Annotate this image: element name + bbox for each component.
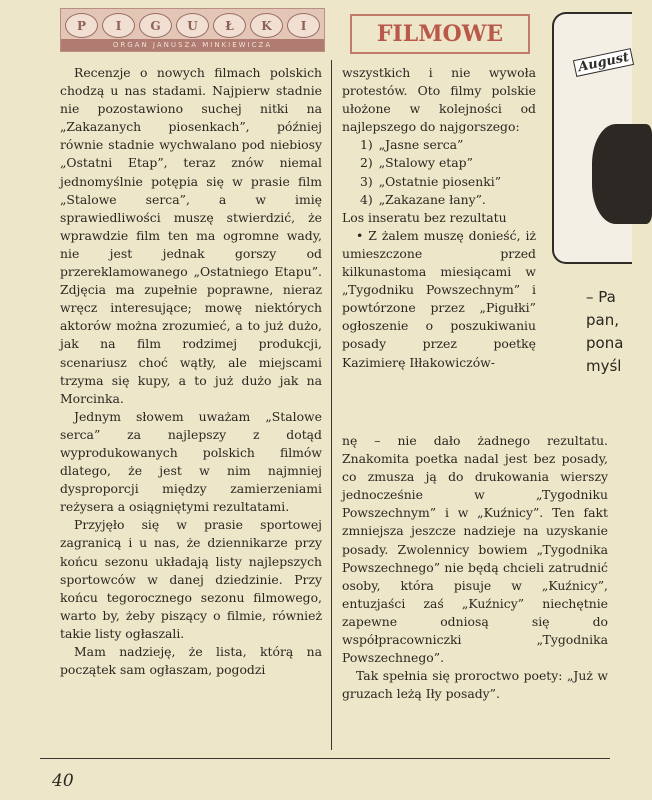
article-column-2 xyxy=(342,64,536,372)
list-item xyxy=(360,136,536,154)
paragraph: Tak spełnia się proroctwo poety: „Już w gruzach leżą Iły posady”. xyxy=(342,668,608,702)
film-title: „Zakazane łany”. xyxy=(378,191,486,207)
subheading: Los inseratu bez rezultatu xyxy=(342,209,507,225)
pigulki-masthead xyxy=(60,8,325,52)
list-item xyxy=(360,191,536,209)
list-number: 4) xyxy=(360,191,373,207)
masthead-letter: I xyxy=(102,13,135,38)
list-item xyxy=(360,154,536,172)
paragraph: Przyjęło się w prasie sportowej zagranicą i u nas, że dziennikarze przy końcu sezonu układają listy najlepszych sportowców w danej dziedzinie. Przy końcu tegorocznego sezonu filmowego, warto by, żeby piszący o filmie, również takie listy ogłaszali. xyxy=(60,517,322,641)
cartoon-illustration xyxy=(552,12,632,264)
section-title: FILMOWE xyxy=(350,14,530,54)
paragraph: Jednym słowem uważam „Stalowe serca” za najlepszy z dotąd wyprodukowanych polskich filmów dlatego, że jest w nim najmniej dysproporcji między zamierzeniami reżysera a osiągniętymi rezultatami. xyxy=(60,408,322,515)
list-number: 1) xyxy=(360,137,373,153)
film-title: „Stalowy etap” xyxy=(378,155,473,171)
masthead-letter: K xyxy=(250,13,283,38)
paragraph: nę – nie dało żadnego rezultatu. Znakomita poetka nadal jest bez posady, co zmusza ją do drukowania wierszy jednocześnie w „Tygodniku Powszechnym” i w „Kuźnicy”. Ten fakt zmniejsza jeszcze nadzieje na uzyskanie posady. Zwolennicy bowiem „Tygodnika Powszechnego” nie będą chcieli zatrudnić osoby, która pisuje w „Kuźnicy”, entuzjaści zaś „Kuźnicy” niechętnie zapewne odniosą się do współpracowniczki „Tygodnika Powszechnego”. xyxy=(342,433,608,666)
article-column-3 xyxy=(342,432,608,703)
masthead-letter: Ł xyxy=(213,13,246,38)
paragraph: wszystkich i nie wywoła protestów. Oto filmy polskie ułożone w kolejności od najlepszego do najgorszego: xyxy=(342,65,536,135)
masthead-letter: P xyxy=(65,13,98,38)
caption-line: myśl xyxy=(586,357,622,375)
caption-line: – Pa xyxy=(586,288,616,306)
masthead-letter: I xyxy=(287,13,320,38)
film-ranking-list xyxy=(342,136,536,208)
paragraph: • Z żalem muszę donieść, iż umieszczone przed kilkunastoma miesiącami w „Tygodniku Powszechnym” i powtórzone przez „Pigułki” ogłoszenie o poszukiwaniu posady przez poetkę Kazimierę Iłłakowiczów- xyxy=(342,227,536,370)
masthead-subtitle: ORGAN JANUSZA MINKIEWICZA xyxy=(61,39,324,51)
cartoon-caption xyxy=(586,286,646,378)
cartoon-figure xyxy=(592,124,652,224)
masthead-letter: G xyxy=(139,13,172,38)
article-column-1 xyxy=(60,64,322,679)
list-number: 3) xyxy=(360,173,373,189)
masthead-letter: U xyxy=(176,13,209,38)
caption-line: pona xyxy=(586,334,624,352)
film-title: „Ostatnie piosenki” xyxy=(378,173,502,189)
footer-rule xyxy=(40,758,610,759)
paragraph: Recenzje o nowych filmach polskich chodzą u nas stadami. Najpierw stadnie nie pozostawiono suchej nitki na „Zakazanych piosenkach”, później równie stadnie wychwalano pod niebiosy „Ostatni Etap”, teraz znów niemal jednomyślnie potępia się w prasie film „Stalowe serca”, a w imię sprawiedliwości muszę stwierdzić, że wprawdzie film ten ma ogromne wady, nie jest jednak gorszy od przereklamowanego „Ostatniego Etapu”. Zdjęcia ma zupełnie poprawne, nieraz wręcz interesujące; mowę niektórych aktorów można zrozumieć, a to już dużo, jak na film rodzimej produkcji, scenariusz choć wątły, ale miejscami trzyma się kupy, a to już dużo jak na Morcinka. xyxy=(60,65,322,406)
column-divider xyxy=(331,60,332,750)
list-number: 2) xyxy=(360,155,373,171)
caption-line: pan, xyxy=(586,311,619,329)
film-title: „Jasne serca” xyxy=(378,137,464,153)
masthead-letters xyxy=(65,13,320,38)
cartoon-sign: August xyxy=(573,48,635,77)
page-number: 40 xyxy=(52,771,74,791)
list-item xyxy=(360,173,536,191)
paragraph: Mam nadzieję, że lista, którą na początek sam ogłaszam, pogodzi xyxy=(60,644,322,678)
